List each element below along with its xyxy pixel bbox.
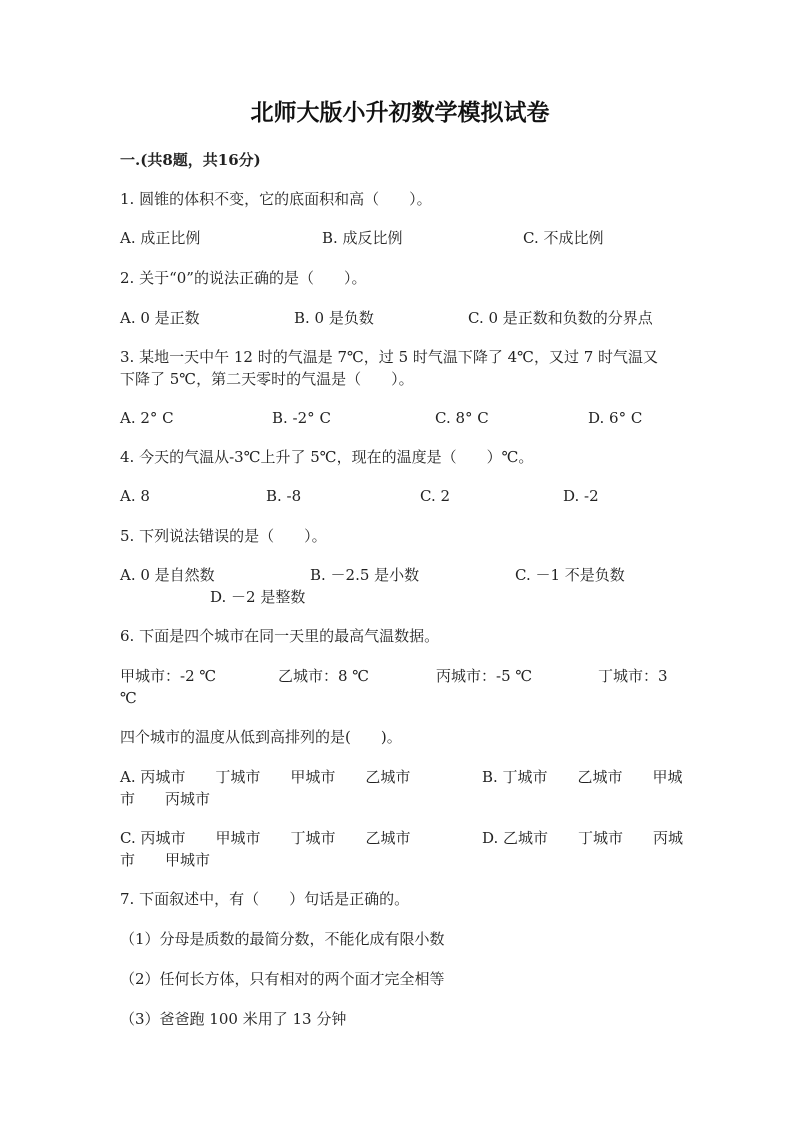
q3-option-a: A. 2° C <box>120 409 174 427</box>
q5-option-d: D. －2 是整数 <box>210 588 306 606</box>
q4-option-a: A. 8 <box>120 487 150 505</box>
q4-option-d: D. -2 <box>563 487 599 505</box>
q4-option-b: B. -8 <box>266 487 302 505</box>
question-7-stem: 7. 下面叙述中，有（ ）句话是正确的。 <box>120 890 410 908</box>
question-5-stem: 5. 下列说法错误的是（ ）。 <box>120 527 327 545</box>
q7-statement-3: （3）爸爸跑 100 米用了 13 分钟 <box>120 1010 347 1028</box>
q1-option-b: B. 成反比例 <box>322 229 403 247</box>
question-4-stem: 4. 今天的气温从-3℃上升了 5℃，现在的温度是（ ）℃。 <box>120 448 534 466</box>
q6-option-c: C. 丙城市 甲城市 丁城市 乙城市 <box>120 829 411 847</box>
q2-option-c: C. 0 是正数和负数的分界点 <box>468 309 653 327</box>
q1-option-c: C. 不成比例 <box>523 229 604 247</box>
q6-city-ding-unit: ℃ <box>120 689 137 707</box>
q6-option-d: D. 乙城市 丁城市 丙城 <box>482 829 684 847</box>
q3-option-b: B. -2° C <box>272 409 331 427</box>
q6-city-yi: 乙城市：8 ℃ <box>278 667 370 685</box>
q7-statement-1: （1）分母是质数的最简分数，不能化成有限小数 <box>120 930 445 948</box>
q2-option-b: B. 0 是负数 <box>294 309 374 327</box>
section-header: 一.(共8题，共16分) <box>120 151 261 169</box>
q1-option-a: A. 成正比例 <box>120 229 201 247</box>
q6-city-bing: 丙城市：-5 ℃ <box>436 667 533 685</box>
question-6-stem: 6. 下面是四个城市在同一天里的最高气温数据。 <box>120 627 440 645</box>
q4-option-c: C. 2 <box>420 487 451 505</box>
question-1-stem: 1. 圆锥的体积不变，它的底面积和高（ ）。 <box>120 190 432 208</box>
q7-statement-2: （2）任何长方体，只有相对的两个面才完全相等 <box>120 970 445 988</box>
q6-option-a: A. 丙城市 丁城市 甲城市 乙城市 <box>120 768 411 786</box>
question-3-stem-line2: 下降了 5℃，第二天零时的气温是（ ）。 <box>120 370 414 388</box>
q6-option-b: B. 丁城市 乙城市 甲城 <box>482 768 683 786</box>
q5-option-b: B. －2.5 是小数 <box>310 566 420 584</box>
q6-sub-stem: 四个城市的温度从低到高排列的是( )。 <box>120 728 402 746</box>
q6-city-ding: 丁城市：3 <box>598 667 668 685</box>
question-2-stem: 2. 关于“0”的说法正确的是（ ）。 <box>120 269 367 287</box>
q6-option-d-wrap: 市 甲城市 <box>120 851 211 869</box>
exam-title: 北师大版小升初数学模拟试卷 <box>250 99 550 126</box>
q3-option-c: C. 8° C <box>435 409 489 427</box>
question-3-stem-line1: 3. 某地一天中午 12 时的气温是 7℃，过 5 时气温下降了 4℃，又过 7 时气温又 <box>120 348 659 366</box>
q5-option-a: A. 0 是自然数 <box>120 566 215 584</box>
q2-option-a: A. 0 是正数 <box>120 309 200 327</box>
q5-option-c: C. －1 不是负数 <box>515 566 625 584</box>
q6-city-jia: 甲城市：-2 ℃ <box>120 667 217 685</box>
q6-option-b-wrap: 市 丙城市 <box>120 790 211 808</box>
q3-option-d: D. 6° C <box>588 409 643 427</box>
